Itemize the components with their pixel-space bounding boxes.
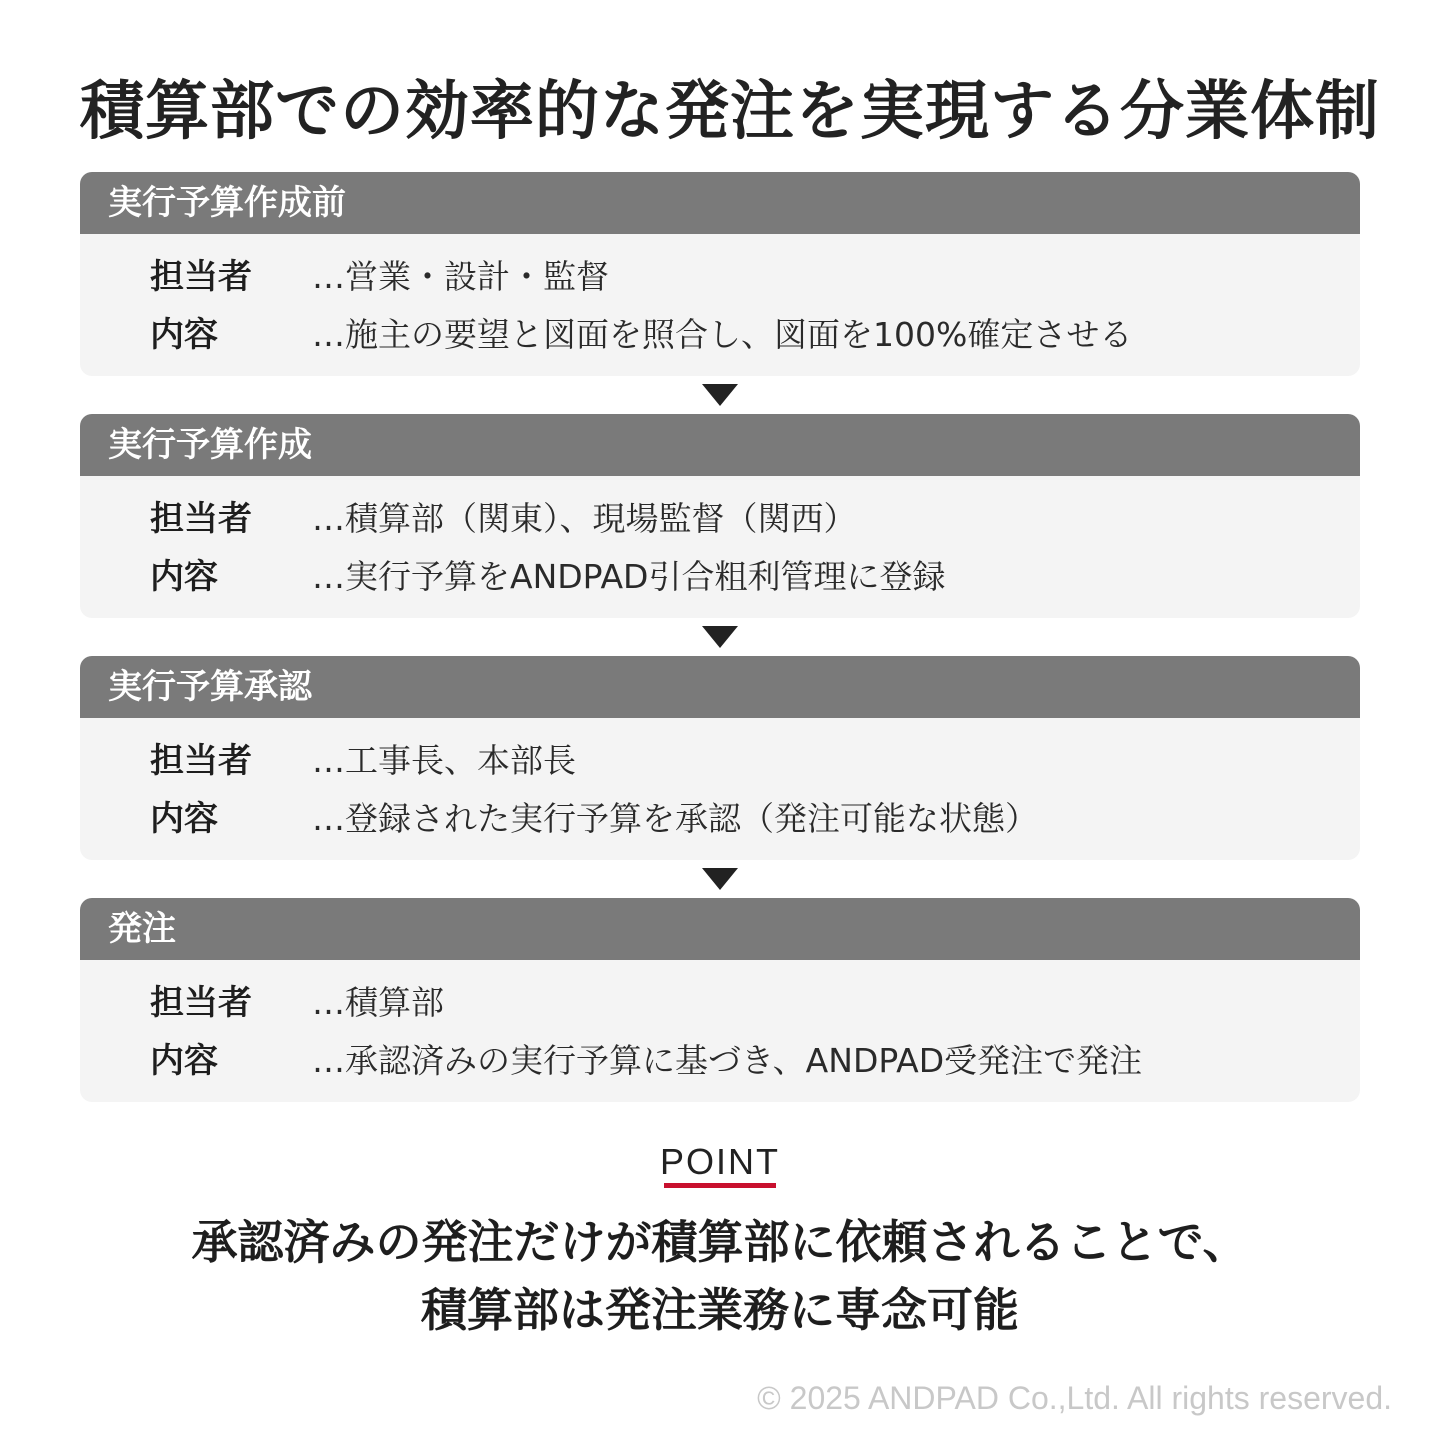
down-arrow-icon bbox=[702, 626, 738, 648]
step-row-content bbox=[80, 790, 1360, 848]
row-label: 担当者 bbox=[150, 257, 252, 297]
step-row-person bbox=[80, 248, 1360, 306]
step-row-person bbox=[80, 732, 1360, 790]
row-value: …営業・設計・監督 bbox=[312, 257, 609, 296]
row-label: 担当者 bbox=[150, 741, 252, 781]
down-arrow-icon bbox=[702, 868, 738, 890]
step-body bbox=[80, 960, 1360, 1090]
row-value: …工事長、本部長 bbox=[312, 741, 576, 780]
summary-line-2: 積算部は発注業務に専念可能 bbox=[421, 1283, 1019, 1337]
row-value: …積算部（関東）、現場監督（関西） bbox=[312, 499, 857, 538]
row-label: 内容 bbox=[150, 1041, 218, 1081]
row-label: 担当者 bbox=[150, 983, 252, 1023]
step-card-budget-approval bbox=[80, 656, 1360, 860]
row-label: 内容 bbox=[150, 799, 218, 839]
down-arrow-icon bbox=[702, 384, 738, 406]
step-row-person bbox=[80, 974, 1360, 1032]
copyright-notice: © 2025 ANDPAD Co.,Ltd. All rights reserved. bbox=[757, 1380, 1392, 1416]
step-row-content bbox=[80, 548, 1360, 606]
step-card-before-budget bbox=[80, 172, 1360, 376]
row-label: 内容 bbox=[150, 315, 218, 355]
row-value: …承認済みの実行予算に基づき、ANDPAD受発注で発注 bbox=[312, 1041, 1143, 1080]
row-value: …実行予算をANDPAD引合粗利管理に登録 bbox=[312, 557, 946, 596]
row-label: 内容 bbox=[150, 557, 218, 597]
step-body bbox=[80, 476, 1360, 606]
point-label: POINT bbox=[659, 1141, 780, 1182]
step-header: 実行予算承認 bbox=[80, 656, 1360, 718]
page-title: 積算部での効率的な発注を実現する分業体制 bbox=[80, 75, 1380, 149]
step-header: 実行予算作成 bbox=[80, 414, 1360, 476]
row-label: 担当者 bbox=[150, 499, 252, 539]
step-header: 実行予算作成前 bbox=[80, 172, 1360, 234]
step-row-person bbox=[80, 490, 1360, 548]
row-value: …施主の要望と図面を照合し、図面を100%確定させる bbox=[312, 315, 1133, 354]
step-card-budget-creation bbox=[80, 414, 1360, 618]
row-value: …積算部 bbox=[312, 983, 444, 1022]
summary-line-1: 承認済みの発注だけが積算部に依頼されることで、 bbox=[191, 1215, 1249, 1269]
point-underline bbox=[664, 1183, 776, 1188]
row-value: …登録された実行予算を承認（発注可能な状態） bbox=[312, 799, 1038, 838]
step-row-content bbox=[80, 1032, 1360, 1090]
step-header: 発注 bbox=[80, 898, 1360, 960]
step-card-ordering bbox=[80, 898, 1360, 1102]
step-row-content bbox=[80, 306, 1360, 364]
step-body bbox=[80, 718, 1360, 848]
step-body bbox=[80, 234, 1360, 364]
